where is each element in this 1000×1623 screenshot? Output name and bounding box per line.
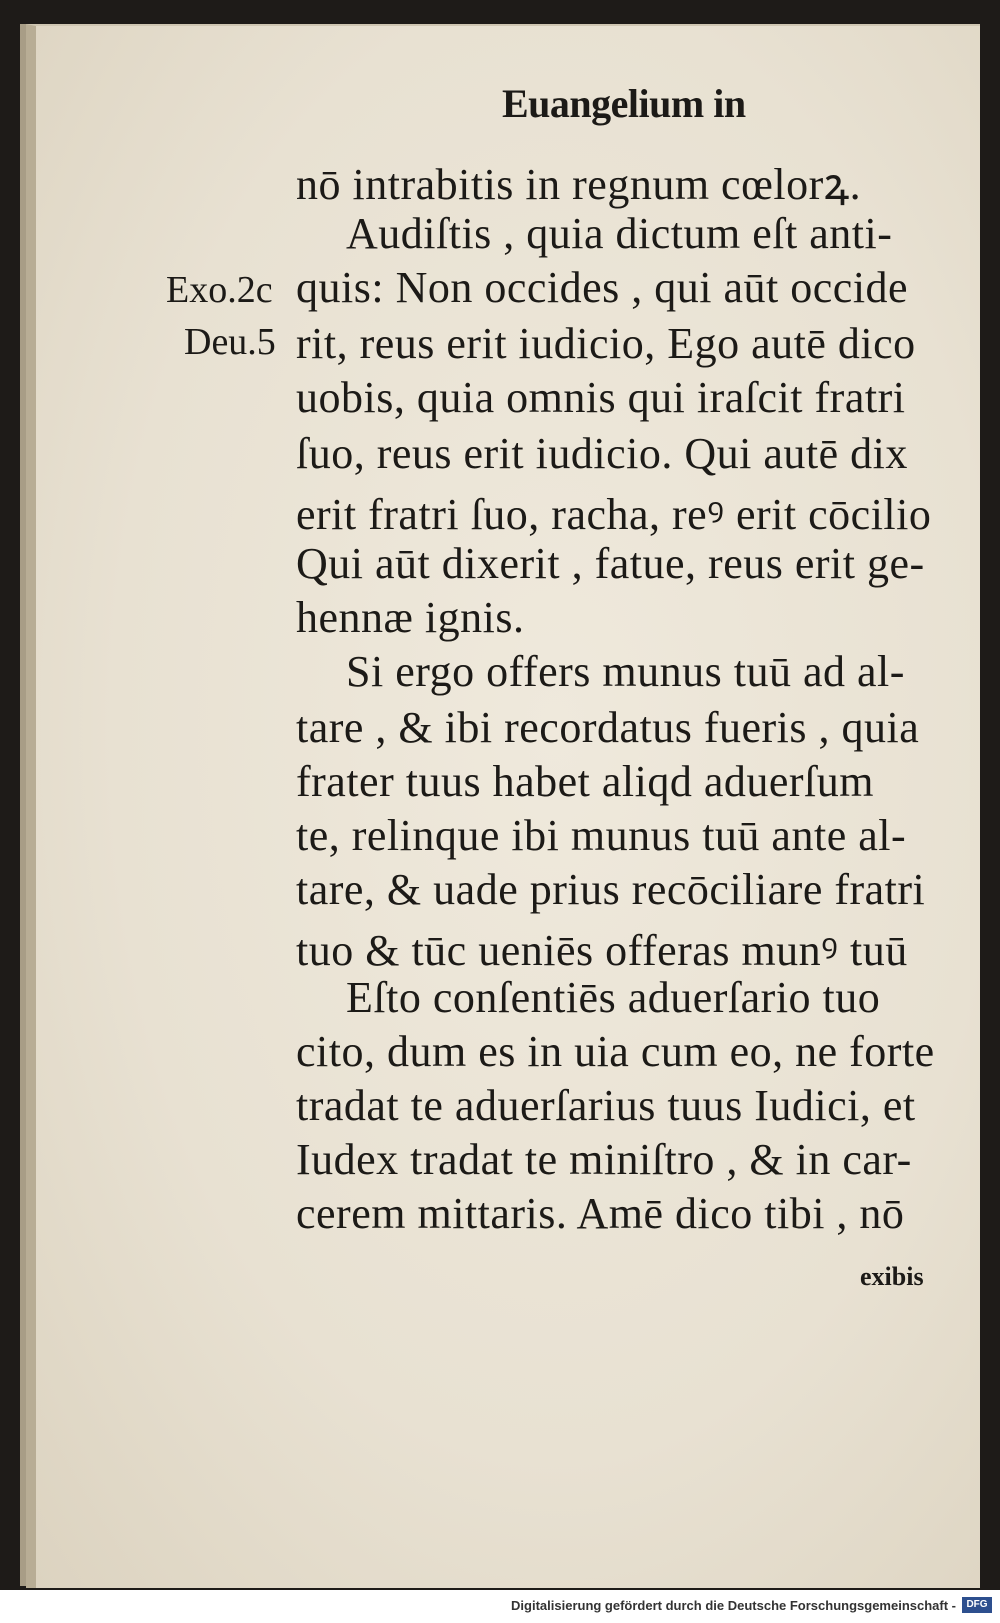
- marginal-note: Deu.5: [184, 321, 276, 363]
- text-line: rit, reus erit iudicio, Ego autē dico: [296, 319, 916, 368]
- text-line: tare, & uade prius recōciliare fratri: [296, 865, 926, 914]
- text-line: Audiſtis , quia dictum eſt anti-: [346, 209, 893, 258]
- catchword: exibis: [860, 1262, 924, 1291]
- text-line: Si ergo offers munus tuū ad al-: [346, 647, 905, 696]
- dfg-logo: DFG: [962, 1597, 992, 1613]
- text-line: te, relinque ibi munus tuū ante al-: [296, 811, 907, 860]
- text-line: cerem mittaris. Amē dico tibi , nō: [296, 1189, 905, 1238]
- text-line: tradat te aduerſarius tuus Iudici, et: [296, 1081, 916, 1130]
- text-line: Qui aūt dixerit , fatue, reus erit ge-: [296, 539, 925, 588]
- footer-credit: Digitalisierung gefördert durch die Deutsche Forschungsgemeinschaft -: [511, 1598, 956, 1613]
- text-line: frater tuus habet aliqd aduerſum: [296, 757, 875, 806]
- running-title: Euangelium in: [502, 81, 746, 126]
- text-line: Eſto conſentiēs aduerſario tuo: [346, 973, 881, 1022]
- marginal-note: Exo.2c: [166, 269, 273, 311]
- text-line: hennæ ignis.: [296, 593, 525, 642]
- text-line: nō intrabitis in regnum cœlorꝝ.: [296, 160, 862, 209]
- footer-bar: [0, 1590, 1000, 1623]
- text-line: tuo & tūc ueniēs offeras munꝰ tuū: [296, 926, 908, 975]
- text-line: erit fratri ſuo, racha, reꝰ erit cōcilio: [296, 490, 932, 539]
- text-line: quis: Non occides , qui aūt occide: [296, 263, 909, 312]
- text-line: Iudex tradat te miniſtro , & in car-: [296, 1135, 912, 1184]
- text-line: cito, dum es in uia cum eo, ne forte: [296, 1027, 935, 1076]
- text-line: uobis, quia omnis qui iraſcit fratri: [296, 373, 906, 422]
- text-line: tare , & ibi recordatus fueris , quia: [296, 703, 920, 752]
- text-line: ſuo, reus erit iudicio. Qui autē dix: [296, 429, 908, 478]
